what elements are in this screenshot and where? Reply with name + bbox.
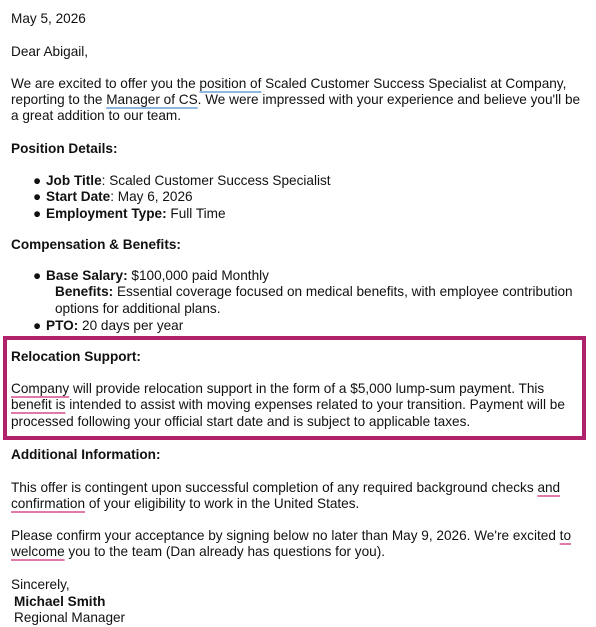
- compensation-heading: Compensation & Benefits:: [11, 237, 181, 252]
- highlight-manager-of-cs: Manager of CS: [106, 92, 198, 107]
- list-item-employment-type: ● Employment Type: Full Time: [33, 206, 226, 221]
- additional-p2-line-2: welcome you to the team (Dan already has questions for you).: [11, 544, 386, 559]
- highlight-company: Company: [11, 381, 70, 396]
- relocation-line-2: benefit is intended to assist with moving expenses related to your transition. Payment will be: [11, 397, 565, 412]
- bullet-icon: ●: [33, 206, 42, 221]
- letter-greeting: Dear Abigail,: [11, 44, 89, 59]
- list-item-start-date: ● Start Date: May 6, 2026: [33, 189, 193, 204]
- highlight-and: and: [537, 480, 561, 495]
- list-item-base-salary: ● Base Salary: $100,000 paid Monthly: [33, 268, 269, 283]
- additional-p1-line-2: confirmation of your eligibility to work in the United States.: [11, 496, 360, 511]
- list-item-pto: ● PTO: 20 days per year: [33, 318, 184, 333]
- relocation-line-3: processed following your official start date and is subject to applicable taxes.: [11, 414, 471, 429]
- intro-line-2: reporting to the Manager of CS. We were impressed with your experience and believe you'll be: [11, 92, 581, 107]
- bullet-icon: ●: [33, 268, 42, 283]
- closing-signoff: Sincerely,: [11, 577, 70, 592]
- letter-date: May 5, 2026: [11, 11, 86, 26]
- highlight-to: to: [559, 528, 572, 543]
- signer-title: Regional Manager: [14, 610, 126, 625]
- list-item-benefits: Benefits: Essential coverage focused on medical benefits, with employee contribution: [55, 284, 573, 299]
- list-item-job-title: ● Job Title: Scaled Customer Success Specialist: [33, 173, 331, 188]
- highlight-welcome: welcome: [11, 544, 65, 559]
- highlight-confirmation: confirmation: [11, 496, 86, 511]
- bullet-icon: ●: [33, 173, 42, 188]
- highlight-benefit-is: benefit is: [11, 397, 66, 412]
- position-details-heading: Position Details:: [11, 141, 118, 156]
- signer-name: Michael Smith: [14, 594, 106, 609]
- additional-p1-line-1: This offer is contingent upon successful completion of any required background checks and: [11, 480, 561, 495]
- relocation-heading: Relocation Support:: [11, 349, 141, 364]
- additional-p2-line-1: Please confirm your acceptance by signing below no later than May 9, 2026. We're excited to: [11, 528, 572, 543]
- relocation-line-1: Company will provide relocation support in the form of a $5,000 lump-sum payment. This: [11, 381, 545, 396]
- highlight-position-of: position of: [199, 76, 262, 91]
- intro-line-3: a great addition to our team.: [11, 108, 182, 123]
- additional-heading: Additional Information:: [11, 447, 161, 462]
- bullet-icon: ●: [33, 189, 42, 204]
- benefits-line-2: options for additional plans.: [55, 301, 221, 316]
- intro-line-1: We are excited to offer you the position of Scaled Customer Success Specialist at Company,: [11, 76, 567, 91]
- bullet-icon: ●: [33, 318, 42, 333]
